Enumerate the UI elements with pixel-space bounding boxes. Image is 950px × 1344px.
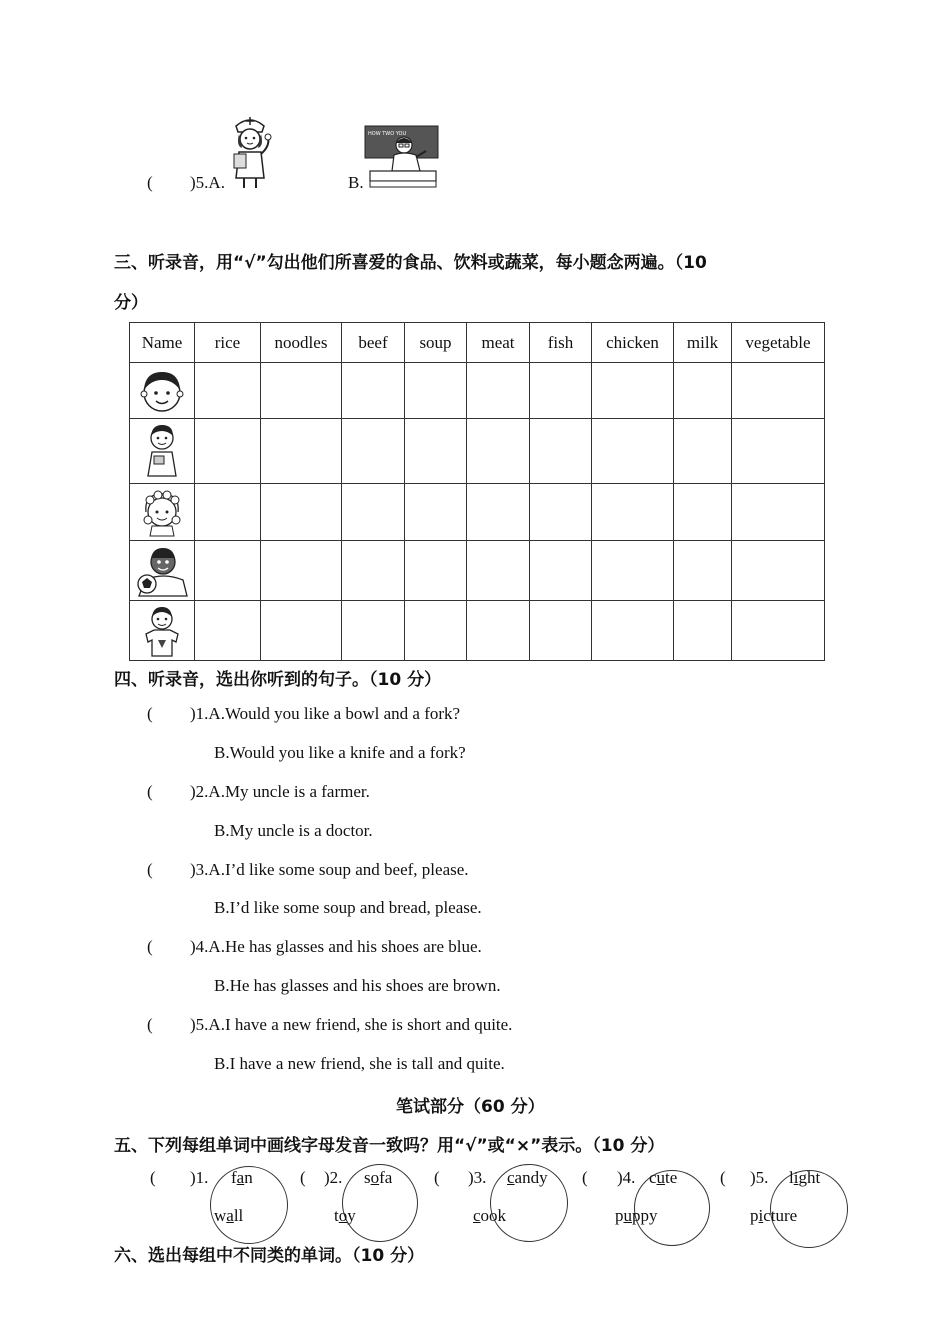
table-row — [130, 363, 825, 419]
answer-cell[interactable] — [261, 484, 342, 541]
section5-title: 五、下列每组单词中画线字母发音一致吗？用“√”或“×”表示。（10 分） — [114, 1136, 665, 1156]
answer-cell[interactable] — [342, 419, 405, 484]
word-part: andy — [514, 1168, 548, 1187]
word-part: n — [244, 1168, 253, 1187]
answer-cell[interactable] — [342, 484, 405, 541]
nurse-icon[interactable] — [222, 112, 278, 190]
answer-cell[interactable] — [732, 601, 825, 661]
answer-cell[interactable] — [530, 484, 592, 541]
word-part: p — [615, 1206, 624, 1225]
word-part: y — [347, 1206, 356, 1225]
underlined-letters: o — [338, 1206, 348, 1225]
answer-bracket[interactable]: ( — [434, 1168, 440, 1187]
answer-cell[interactable] — [592, 419, 674, 484]
word-part: t — [334, 1206, 339, 1225]
word-bottom — [750, 1206, 797, 1226]
answer-cell[interactable] — [592, 541, 674, 601]
boy-with-ball-icon — [133, 544, 191, 598]
svg-text:HOW TWO YOU: HOW TWO YOU — [368, 131, 407, 137]
underlined-letters: o — [370, 1168, 380, 1187]
option-a: )4.A.He has glasses and his shoes are blue. — [190, 937, 482, 956]
word-part: fa — [379, 1168, 393, 1187]
item-number: )5. — [750, 1168, 769, 1187]
answer-cell[interactable] — [405, 601, 467, 661]
underlined-letters: a — [226, 1206, 234, 1225]
answer-cell[interactable] — [405, 363, 467, 419]
food-preference-table — [129, 322, 825, 661]
word-bottom — [334, 1206, 356, 1226]
answer-cell[interactable] — [530, 363, 592, 419]
answer-cell[interactable] — [530, 541, 592, 601]
answer-cell[interactable] — [195, 419, 261, 484]
word-part: p — [750, 1206, 759, 1225]
word-top — [231, 1168, 253, 1188]
underlined-letters: c — [473, 1206, 481, 1225]
teacher-icon[interactable] — [364, 125, 440, 189]
word-top — [649, 1168, 677, 1188]
name-cell — [130, 484, 195, 541]
word-part: s — [364, 1168, 371, 1187]
answer-cell[interactable] — [195, 601, 261, 661]
option-b: B.I have a new friend, she is tall and quite. — [214, 1054, 505, 1073]
answer-cell[interactable] — [467, 601, 530, 661]
word-part: te — [665, 1168, 678, 1187]
option-b: B.Would you like a knife and a fork? — [214, 743, 466, 762]
word-part: ppy — [632, 1206, 658, 1225]
answer-cell[interactable] — [342, 601, 405, 661]
word-part: ll — [233, 1206, 244, 1225]
answer-cell[interactable] — [674, 484, 732, 541]
answer-cell[interactable] — [674, 601, 732, 661]
answer-bracket[interactable]: ( — [150, 1168, 156, 1187]
question-label: )5.A. — [190, 173, 225, 192]
name-cell — [130, 601, 195, 661]
section4-title: 四、听录音，选出你听到的句子。（10 分） — [114, 670, 442, 690]
column-header: rice — [195, 323, 261, 363]
answer-cell[interactable] — [530, 601, 592, 661]
section3-title: 三、听录音，用“√”勾出他们所喜爱的食品、饮料或蔬菜，每小题念两遍。（10 — [114, 253, 707, 273]
word-bottom — [615, 1206, 658, 1226]
column-header: milk — [674, 323, 732, 363]
option-b: B.My uncle is a doctor. — [214, 821, 373, 840]
boy-face-icon — [135, 366, 189, 416]
answer-cell[interactable] — [405, 419, 467, 484]
answer-cell[interactable] — [261, 419, 342, 484]
word-part: ght — [798, 1168, 821, 1187]
word-part: cture — [763, 1206, 798, 1225]
answer-cell[interactable] — [467, 419, 530, 484]
item-number: )4. — [617, 1168, 636, 1187]
option-b: B.I’d like some soup and bread, please. — [214, 898, 482, 917]
girl-face-icon — [140, 422, 184, 480]
answer-cell[interactable] — [530, 419, 592, 484]
answer-cell[interactable] — [261, 601, 342, 661]
answer-cell[interactable] — [195, 363, 261, 419]
column-header: meat — [467, 323, 530, 363]
underlined-letters: i — [758, 1206, 764, 1225]
answer-cell[interactable] — [732, 541, 825, 601]
answer-bracket[interactable]: ( — [147, 704, 153, 723]
word-bottom — [473, 1206, 506, 1226]
answer-cell[interactable] — [674, 419, 732, 484]
answer-cell[interactable] — [732, 484, 825, 541]
item-number: )1. — [190, 1168, 209, 1187]
answer-cell[interactable] — [261, 363, 342, 419]
answer-bracket[interactable]: ( — [147, 860, 153, 879]
word-part: l — [789, 1168, 794, 1187]
option-a: )1.A.Would you like a bowl and a fork? — [190, 704, 461, 723]
table-row — [130, 541, 825, 601]
answer-bracket[interactable]: ( — [147, 173, 153, 192]
word-part: ook — [480, 1206, 507, 1225]
word-part: f — [231, 1168, 237, 1187]
answer-cell[interactable] — [405, 541, 467, 601]
column-header: chicken — [592, 323, 674, 363]
answer-bracket[interactable]: ( — [300, 1168, 306, 1187]
table-header-row — [130, 323, 825, 363]
answer-cell[interactable] — [674, 363, 732, 419]
section6-title: 六、选出每组中不同类的单词。（10 分） — [114, 1246, 425, 1266]
answer-bracket[interactable]: ( — [147, 782, 153, 801]
option-a: )2.A.My uncle is a farmer. — [190, 782, 370, 801]
word-part: w — [214, 1206, 227, 1225]
answer-bracket[interactable]: ( — [582, 1168, 588, 1187]
answer-bracket[interactable]: ( — [147, 937, 153, 956]
column-header: vegetable — [732, 323, 825, 363]
section3-title-continued: 分） — [114, 293, 148, 313]
answer-cell[interactable] — [732, 419, 825, 484]
answer-cell[interactable] — [342, 363, 405, 419]
answer-cell[interactable] — [592, 484, 674, 541]
column-header: beef — [342, 323, 405, 363]
answer-bracket[interactable]: ( — [147, 1015, 153, 1034]
underlined-letters: a — [236, 1168, 245, 1187]
answer-cell[interactable] — [592, 601, 674, 661]
answer-cell[interactable] — [342, 541, 405, 601]
word-top — [364, 1168, 392, 1188]
answer-cell[interactable] — [467, 541, 530, 601]
answer-cell[interactable] — [195, 541, 261, 601]
word-part: c — [649, 1168, 657, 1187]
written-part-title: 笔试部分（60 分） — [396, 1097, 545, 1117]
table-row — [130, 484, 825, 541]
column-header: soup — [405, 323, 467, 363]
option-b: B.He has glasses and his shoes are brown. — [214, 976, 501, 995]
name-cell — [130, 363, 195, 419]
column-header: Name — [130, 323, 195, 363]
curly-girl-face-icon — [138, 486, 186, 538]
answer-cell[interactable] — [592, 363, 674, 419]
table-row — [130, 601, 825, 661]
column-header: noodles — [261, 323, 342, 363]
answer-cell[interactable] — [195, 484, 261, 541]
answer-cell[interactable] — [405, 484, 467, 541]
option-a: )5.A.I have a new friend, she is short and quite. — [190, 1015, 513, 1034]
answer-cell[interactable] — [467, 363, 530, 419]
column-header: fish — [530, 323, 592, 363]
option-a: )3.A.I’d like some soup and beef, please. — [190, 860, 469, 879]
answer-bracket[interactable]: ( — [720, 1168, 726, 1187]
boy-tshirt-icon — [140, 604, 184, 658]
word-top — [789, 1168, 820, 1188]
answer-cell[interactable] — [674, 541, 732, 601]
word-top — [507, 1168, 548, 1188]
underlined-letters: i — [793, 1168, 799, 1187]
underlined-letters: c — [507, 1168, 515, 1187]
name-cell — [130, 419, 195, 484]
option-b-label: B. — [348, 173, 364, 192]
item-number: )3. — [468, 1168, 487, 1187]
answer-cell[interactable] — [261, 541, 342, 601]
underlined-letters: u — [656, 1168, 666, 1187]
answer-cell[interactable] — [732, 363, 825, 419]
word-bottom — [214, 1206, 243, 1226]
table-row — [130, 419, 825, 484]
name-cell — [130, 541, 195, 601]
underlined-letters: u — [623, 1206, 632, 1225]
item-number: )2. — [324, 1168, 343, 1187]
answer-cell[interactable] — [467, 484, 530, 541]
